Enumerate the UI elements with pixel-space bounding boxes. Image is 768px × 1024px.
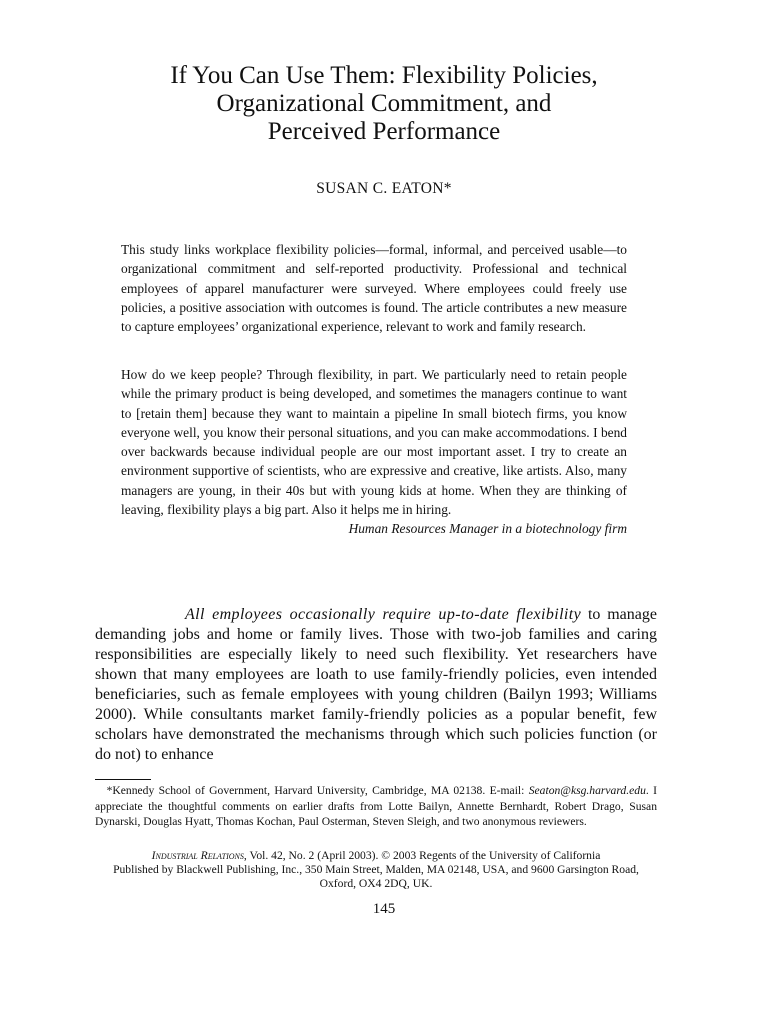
title-line-1: If You Can Use Them: Flexibility Policies, [170,62,598,89]
epigraph-attribution: Human Resources Manager in a biotechnology firm [348,521,627,537]
body-lead-in: All employees occasionally require up-to-date flexibility [185,606,582,623]
footnote-acknowledgements: . I appreciate the thoughtful comments on earlier drafts from Lotte Bailyn, Annette Bernhardt, Robert Drago, Susan Dynarski, Douglas Hyatt, Thomas Kochan, Paul Osterman, Steven Sleigh, and two anonymous reviewers. [95,784,657,829]
footnote-email: Seaton@ksg.harvard.edu [528,784,646,797]
epigraph [121,365,627,539]
epigraph-quote: How do we keep people? Through flexibility, in part. We particularly need to retain people while the primary product is being developed, and sometimes the managers continue to want to [retain them] because they want to maintain a pipeline In small biotech firms, you know everyone well, you know their personal situations, and you can make accommodations. I bend over backwards because individual people are our most important asset. I try to create an environment supportive of scientists, who are expressive and creative, like artists. Also, many managers are young, in their 40s but with young kids at home. When they are thinking of leaving, flexibility plays a big part. Also it helps me in hiring. [121,367,627,518]
author-footnote [95,783,657,830]
abstract [121,240,627,336]
abstract-text: This study links workplace flexibility policies—formal, informal, and perceived usable—to organizational commitment and self-reported productivity. Professional and technical employees of apparel manufacturer were surveyed. Where employees could freely use policies, a positive association with outcomes is found. The article contributes a new measure to capture employees’ organizational experience, relevant to work and family research. [121,242,627,335]
publisher-info: Published by Blackwell Publishing, Inc., 350 Main Street, Malden, MA 02148, USA, and 9600 Garsington Road, Oxford, OX4 2DQ, UK. [113,863,639,890]
title-line-3: Perceived Performance [267,118,501,145]
body-paragraph [95,605,657,765]
page-number: 145 [372,901,396,917]
author-name: SUSAN C. EATON* [316,180,452,197]
article-title [0,62,768,146]
journal-name: Industrial Relations [151,849,244,862]
journal-citation [95,849,657,891]
title-line-2: Organizational Commitment, and [216,90,552,117]
body-text: to manage demanding jobs and home or family lives. Those with two-job families and caring responsibilities are especially likely to need such flexibility. Yet researchers have shown that many employees are loath to use family-friendly policies, even intended beneficiaries, such as female employees with young children (Bailyn 1993; Williams 2000). While consultants market family-friendly policies as a popular benefit, few scholars have demonstrated the mechanisms through which such policies function (or do not) to enhance [95,606,657,763]
journal-details: , Vol. 42, No. 2 (April 2003). © 2003 Regents of the University of California [243,849,601,862]
footnote-affiliation: *Kennedy School of Government, Harvard University, Cambridge, MA 02138. E-mail: [106,784,529,797]
footnote-divider [95,779,151,780]
